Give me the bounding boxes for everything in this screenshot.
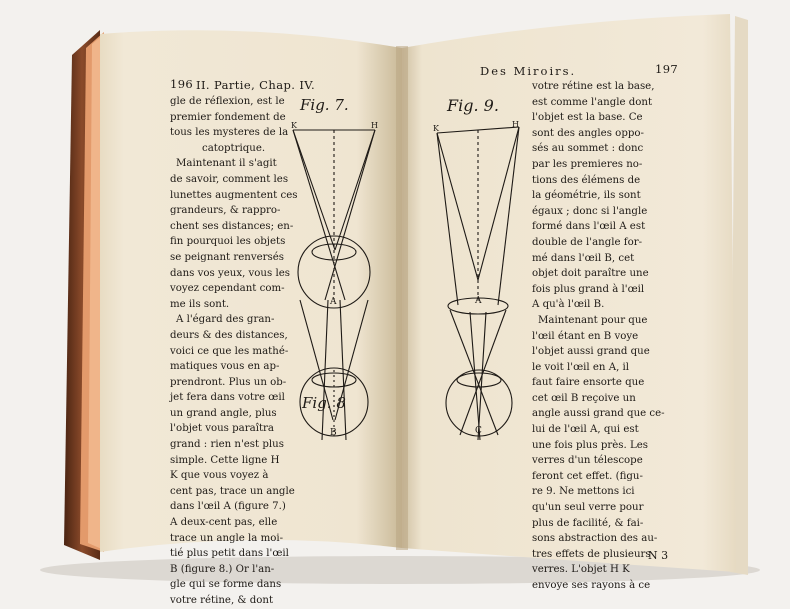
text-line: votre rétine est la base, (532, 81, 655, 92)
fig9-letter-k: K (433, 124, 439, 133)
text-line: formé dans l'œil A est (532, 221, 646, 233)
running-head-left: II. Partie, Chap. IV. (196, 78, 316, 92)
text-line: plus de facilité, & fai- (532, 517, 644, 529)
text-line: envoye ses rayons à ce (532, 580, 651, 591)
fig8-letter-b: B (330, 428, 337, 438)
text-line: A deux-cent pas, elle (170, 517, 278, 529)
left-text-column (170, 94, 297, 609)
signature-mark: N 3 (648, 549, 669, 562)
text-line: Maintenant pour que (538, 314, 648, 326)
text-line: simple. Cette ligne H (170, 454, 280, 466)
text-line: fois plus grand à l'œil (532, 283, 645, 295)
text-line: prendront. Plus un ob- (170, 376, 287, 388)
text-line: la géométrie, ils sont (532, 190, 641, 202)
text-line: égaux ; donc si l'angle (532, 205, 648, 217)
figure-9-label: Fig. 9. (447, 96, 499, 115)
text-line: l'objet est la base. Ce (532, 112, 643, 124)
text-line: verres d'un télescope (532, 455, 643, 467)
text-line: l'objet vous paraîtra (170, 423, 274, 435)
text-line: mé dans l'œil B, cet (532, 252, 635, 264)
text-line: voyez cependant com- (170, 283, 285, 295)
text-line: un grand angle, plus (170, 407, 277, 419)
text-line: Maintenant il s'agit (176, 158, 277, 170)
gutter (396, 46, 408, 550)
running-head-right: Des Miroirs. (480, 64, 577, 78)
text-line: l'objet aussi grand que (532, 346, 650, 358)
fig9-letter-h: H (512, 120, 519, 129)
text-line: dans l'œil A (figure 7.) (170, 501, 286, 513)
text-line: grandeurs, & rappro- (170, 205, 281, 217)
text-line: cet œil B reçoive un (532, 392, 636, 404)
text-line: tous les mysteres de la (170, 127, 289, 139)
figure-7-label: Fig. 7. (300, 96, 349, 114)
text-line: angle aussi grand que ce- (532, 408, 665, 420)
text-line: catoptrique. (202, 142, 266, 154)
fig9-letter-a: A (475, 296, 482, 306)
text-line: sons abstraction des au- (532, 533, 658, 545)
text-line: tié plus petit dans l'œil (170, 548, 289, 560)
text-line: me ils sont. (170, 298, 230, 310)
text-line: sont des angles oppo- (532, 127, 644, 139)
text-line: deurs & des distances, (170, 329, 288, 341)
text-line: est comme l'angle dont (532, 96, 653, 108)
text-line: jet fera dans votre œil (170, 392, 285, 404)
text-line: tres effets de plusieurs (532, 548, 651, 560)
text-line: tions des élémens de (532, 174, 641, 186)
text-line: B (figure 8.) Or l'an- (170, 563, 275, 575)
text-line: votre rétine, & dont (170, 595, 274, 606)
text-line: le voit l'œil en A, il (532, 361, 630, 373)
text-line: K que vous voyez à (170, 470, 269, 482)
text-line: voici ce que les mathé- (170, 345, 289, 357)
text-line: sés au sommet : donc (532, 143, 644, 155)
text-line: trace un angle la moi- (170, 532, 284, 544)
text-line: A l'égard des gran- (176, 314, 275, 326)
text-line: objet doit paraître une (532, 268, 649, 280)
text-line: par les premieres no- (532, 158, 643, 170)
text-line: l'œil étant en B voye (532, 330, 639, 342)
text-line: gle de réflexion, est le (170, 96, 285, 107)
fig7-letter-k: K (291, 121, 297, 130)
text-line: fin pourquoi les objets (170, 236, 286, 248)
text-line: qu'un seul verre pour (532, 502, 644, 514)
text-line: chent ses distances; en- (170, 220, 294, 232)
text-line: verres. L'objet H K (532, 564, 630, 576)
text-line: lui de l'œil A, qui est (532, 424, 639, 436)
text-line: re 9. Ne mettons ici (532, 486, 635, 498)
text-line: premier fondement de (170, 111, 286, 123)
fig7-letter-a: A (330, 297, 337, 307)
text-line: faut faire ensorte que (532, 377, 645, 389)
text-line: double de l'angle for- (532, 236, 643, 248)
text-line: A qu'à l'œil B. (532, 299, 605, 311)
right-text-column (532, 79, 665, 594)
text-line: gle qui se forme dans (170, 579, 282, 591)
text-line: cent pas, trace un angle (170, 485, 295, 497)
page-number-right: 197 (655, 62, 679, 76)
fig9-letter-c: C (475, 426, 482, 436)
page-number-left: 196 (170, 77, 194, 91)
text-line: une fois plus près. Les (532, 439, 648, 451)
text-line: grand : rien n'est plus (170, 439, 284, 451)
text-line: dans vos yeux, vous les (170, 267, 290, 279)
text-line: matiques vous en ap- (170, 361, 280, 373)
fig7-letter-h: H (371, 121, 378, 130)
text-line: de savoir, comment les (170, 173, 289, 185)
text-line: se peignant renversés (170, 251, 284, 263)
text-line: lunettes augmentent ces (170, 189, 298, 201)
text-line: feront cet effet. (figu- (532, 470, 643, 482)
figure-8-label: Fig. 8 (302, 394, 346, 412)
